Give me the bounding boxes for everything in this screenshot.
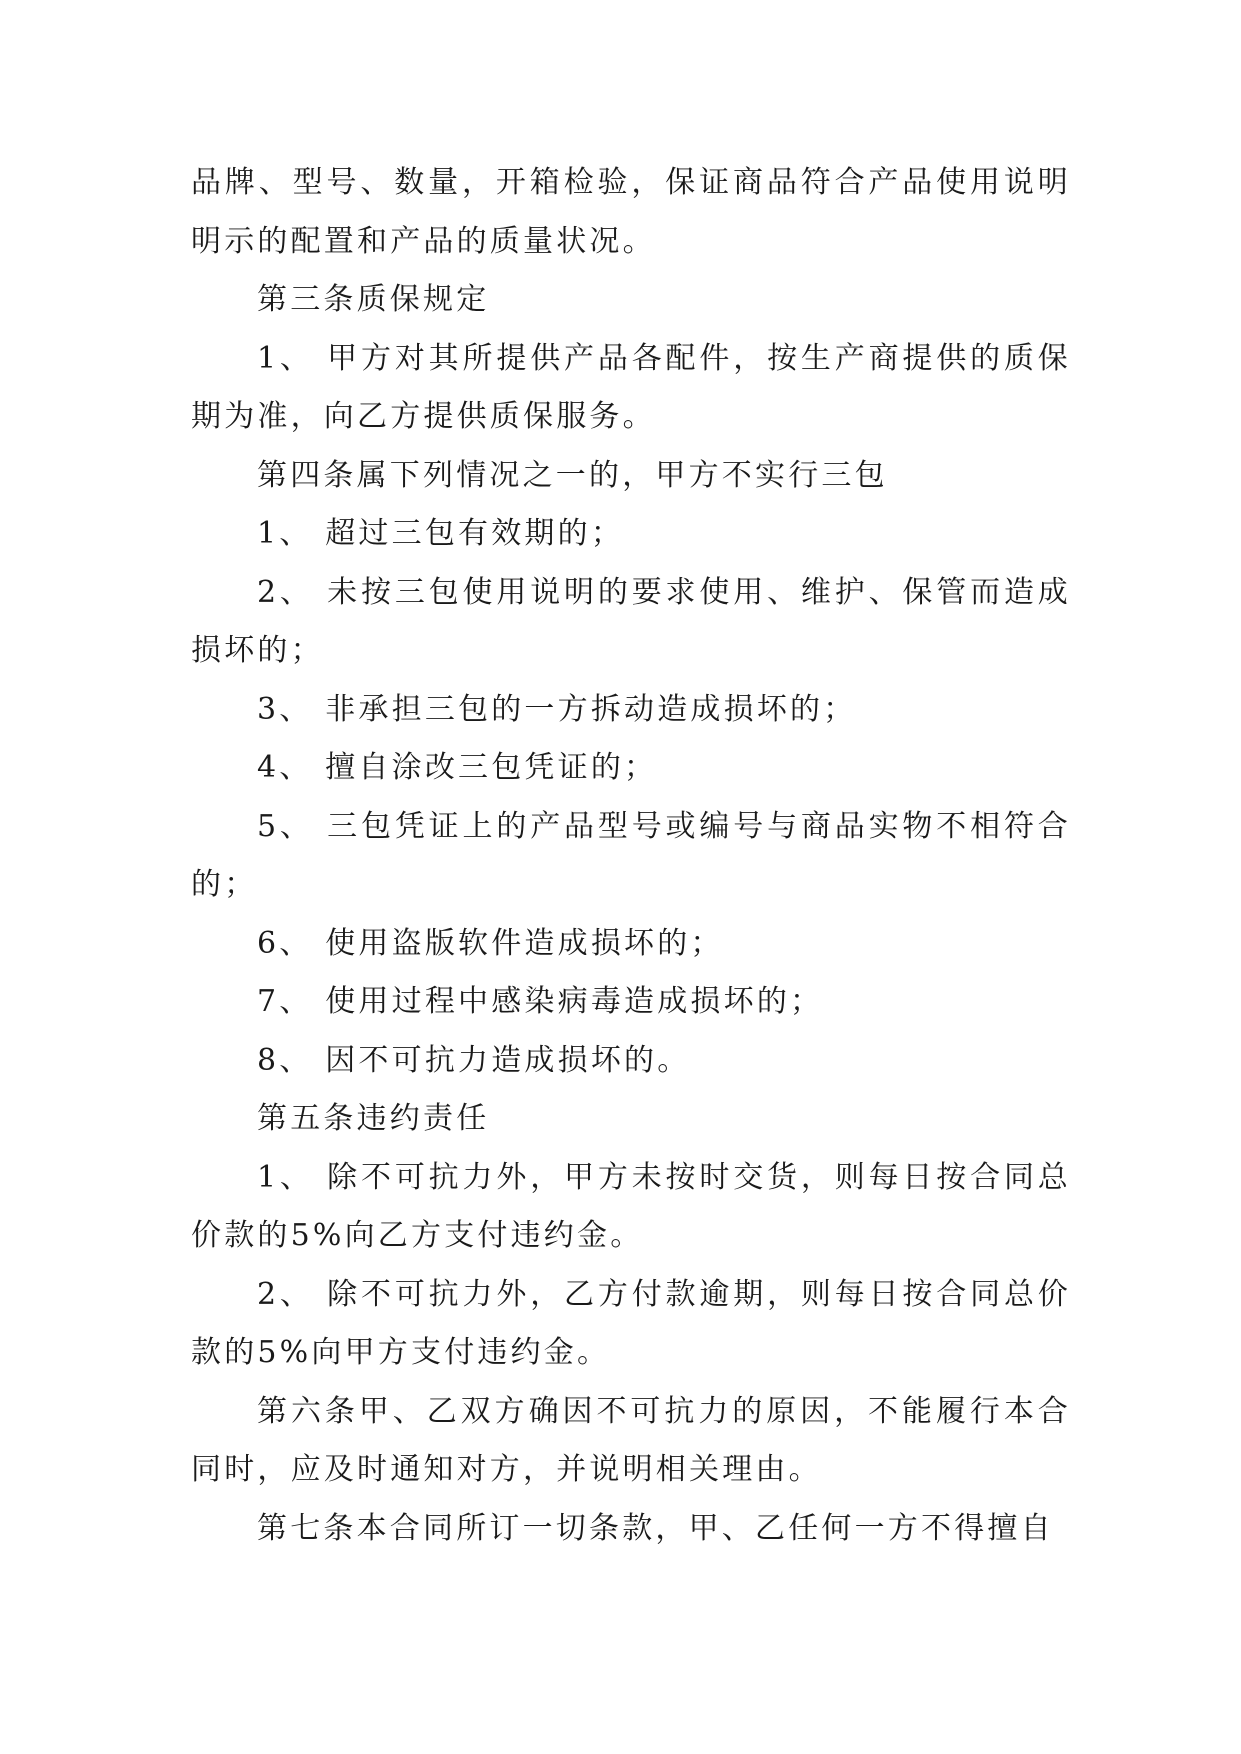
clause-item: 5、 三包凭证上的产品型号或编号与商品实物不相符合的； bbox=[191, 808, 1071, 902]
paragraph: 品牌、型号、数量，开箱检验，保证商品符合产品使用说明明示的配置和产品的质量状况。 bbox=[191, 165, 1071, 259]
section-heading: 第五条违约责任 bbox=[257, 1101, 490, 1136]
clause-item: 7、 使用过程中感染病毒造成损坏的； bbox=[257, 984, 824, 1019]
section-heading: 第三条质保规定 bbox=[257, 282, 490, 317]
clause-item: 1、 除不可抗力外，甲方未按时交货，则每日按合同总价款的5%向乙方支付违约金。 bbox=[191, 1159, 1071, 1253]
clause-item: 8、 因不可抗力造成损坏的。 bbox=[257, 1042, 691, 1078]
clause-item: 6、 使用盗版软件造成损坏的； bbox=[257, 925, 724, 961]
clause-item: 1、 甲方对其所提供产品各配件，按生产商提供的质保期为准，向乙方提供质保服务。 bbox=[191, 340, 1071, 434]
clause-item: 4、 擅自涂改三包凭证的； bbox=[257, 750, 658, 785]
clause-item: 1、 超过三包有效期的； bbox=[257, 516, 625, 551]
section-heading: 第四条属下列情况之一的，甲方不实行三包 bbox=[257, 457, 888, 493]
section-paragraph: 第七条本合同所订一切条款，甲、乙任何一方不得擅自 bbox=[257, 1510, 1054, 1546]
clause-item: 2、 未按三包使用说明的要求使用、维护、保管而造成损坏的； bbox=[191, 574, 1071, 668]
document-body bbox=[191, 154, 1071, 1558]
section-paragraph: 第六条甲、乙双方确因不可抗力的原因，不能履行本合同时，应及时通知对方，并说明相关理由。 bbox=[191, 1393, 1071, 1487]
clause-item: 2、 除不可抗力外，乙方付款逾期，则每日按合同总价款的5%向甲方支付违约金。 bbox=[191, 1276, 1071, 1370]
clause-item: 3、 非承担三包的一方拆动造成损坏的； bbox=[257, 691, 857, 727]
